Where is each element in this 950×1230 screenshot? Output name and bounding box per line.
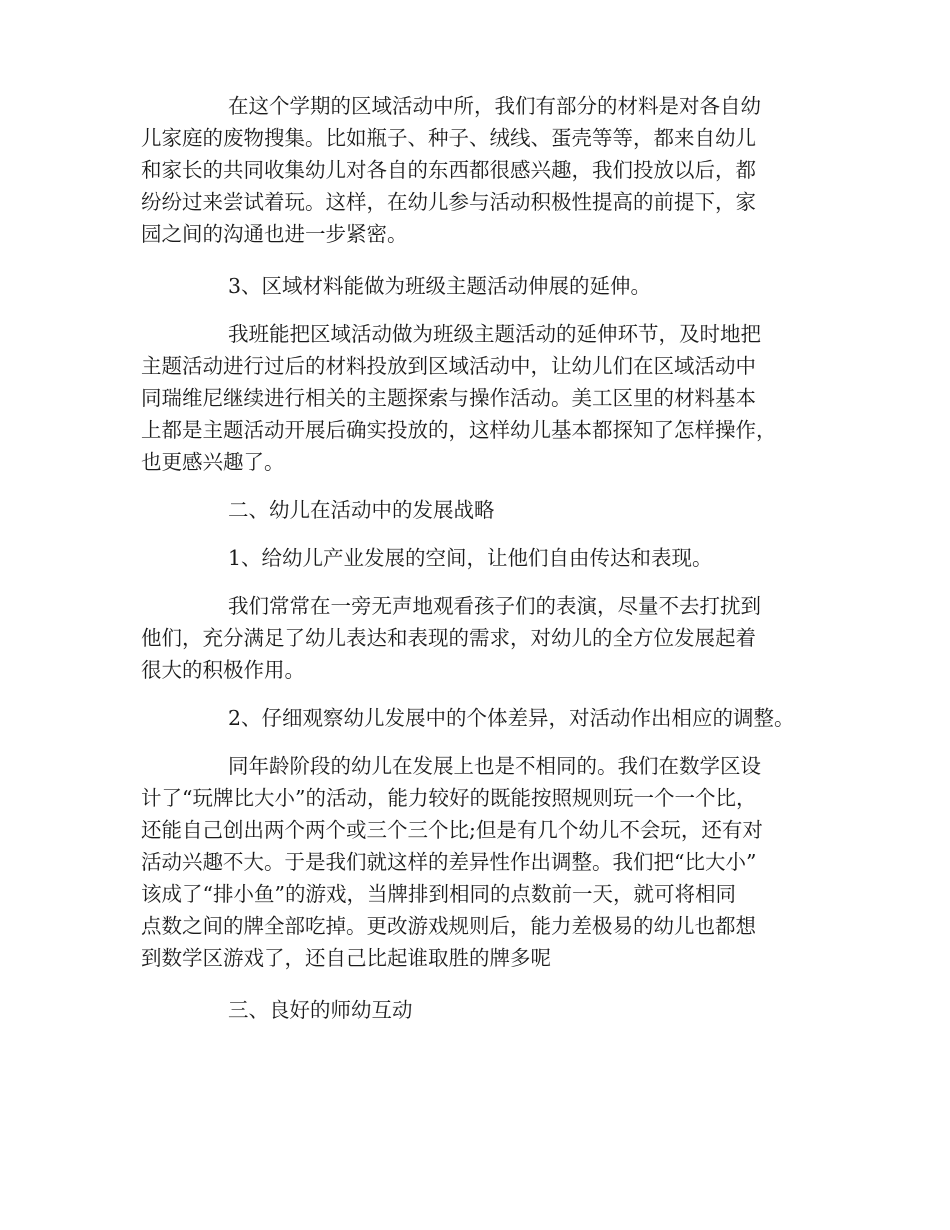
text-line: 园之间的沟通也进一步紧密。	[141, 222, 408, 246]
text-line: 该成了“排小鱼”的游戏，当牌排到相同的点数前一天，就可将相同	[141, 882, 736, 906]
text-line: 和家长的共同收集幼儿对各自的东西都很感兴趣，我们投放以后，都	[141, 158, 756, 182]
text-line: 二、幼儿在活动中的发展战略	[228, 498, 495, 522]
text-line: 我班能把区域活动做为班级主题活动的延伸环节，及时地把	[228, 322, 761, 346]
text-line: 计了“玩牌比大小”的活动，能力较好的既能按照规则玩一个一个比，	[141, 786, 757, 810]
text-line: 1、给幼儿产业发展的空间，让他们自由传达和表现。	[228, 546, 713, 570]
text-line: 点数之间的牌全部吃掉。更改游戏规则后，能力差极易的幼儿也都想	[141, 914, 756, 938]
text-line: 3、区域材料能做为班级主题活动伸展的延伸。	[228, 274, 652, 298]
text-line: 我们常常在一旁无声地观看孩子们的表演，尽量不去打扰到	[228, 594, 761, 618]
text-line: 他们，充分满足了幼儿表达和表现的需求，对幼儿的全方位发展起着	[141, 626, 756, 650]
text-line: 还能自己创出两个两个或三个三个比;但是有几个幼儿不会玩，还有对	[141, 818, 763, 842]
text-line: 上都是主题活动开展后确实投放的，这样幼儿基本都探知了怎样操作，	[141, 418, 777, 442]
text-line: 主题活动进行过后的材料投放到区域活动中，让幼儿们在区域活动中	[141, 354, 756, 378]
text-line: 三、良好的师幼互动	[228, 998, 413, 1022]
text-line: 纷纷过来尝试着玩。这样，在幼儿参与活动积极性提高的前提下，家	[141, 190, 756, 214]
text-line: 同瑞维尼继续进行相关的主题探索与操作活动。美工区里的材料基本	[141, 386, 756, 410]
text-line: 也更感兴趣了。	[141, 450, 285, 474]
text-line: 儿家庭的废物搜集。比如瓶子、种子、绒线、蛋壳等等，都来自幼儿	[141, 126, 756, 150]
text-line: 同年龄阶段的幼儿在发展上也是不相同的。我们在数学区设	[228, 754, 761, 778]
text-line: 到数学区游戏了，还自己比起谁取胜的牌多呢	[141, 946, 551, 970]
text-line: 活动兴趣不大。于是我们就这样的差异性作出调整。我们把“比大小”	[141, 850, 757, 874]
text-line: 在这个学期的区域活动中所，我们有部分的材料是对各自幼	[228, 94, 761, 118]
text-line: 很大的积极作用。	[141, 658, 305, 682]
text-line: 2、仔细观察幼儿发展中的个体差异，对活动作出相应的调整。	[228, 706, 795, 730]
